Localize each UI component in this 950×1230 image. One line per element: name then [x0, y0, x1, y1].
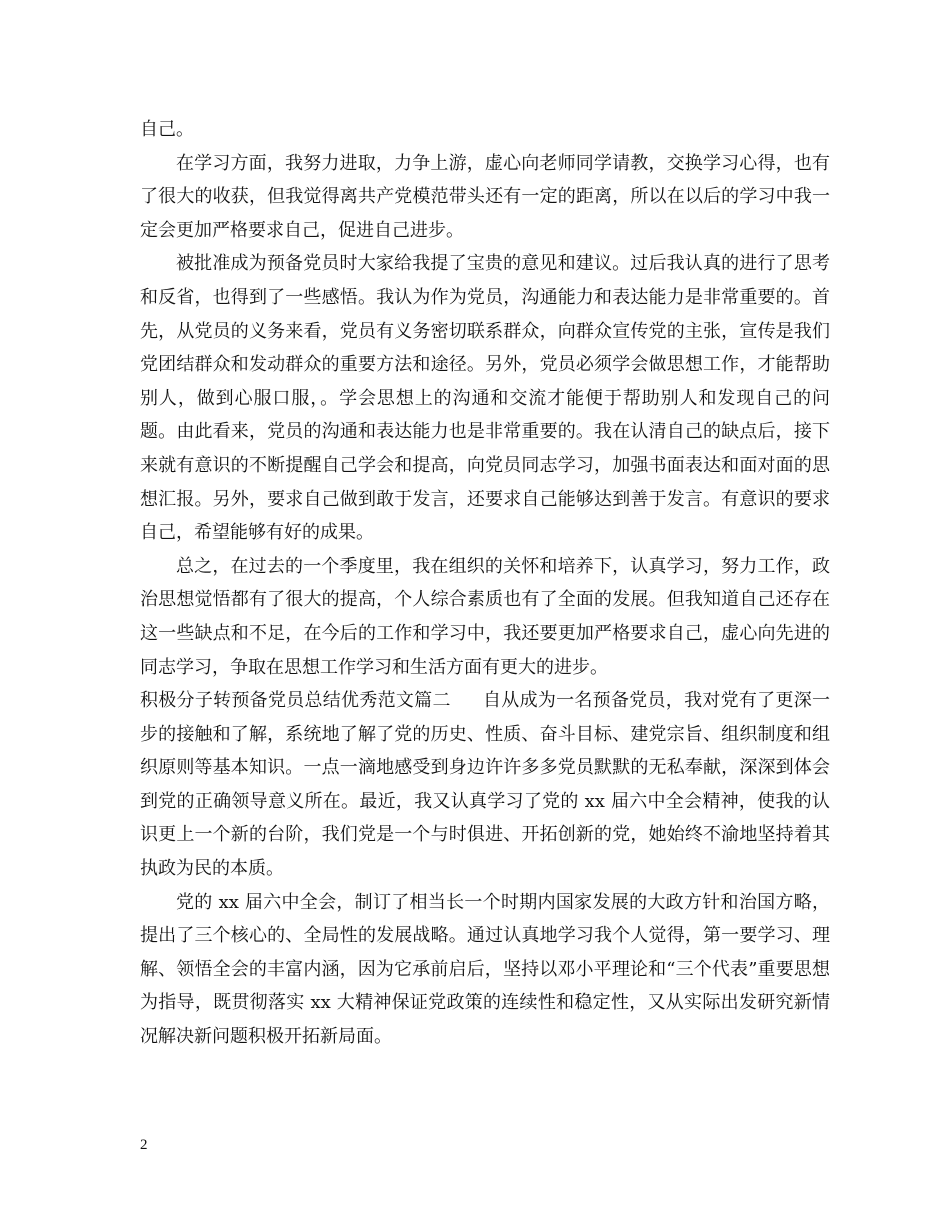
section-two-body: 自从成为一名预备党员，我对党有了更深一步的接触和了解，系统地了解了党的历史、性质、奋斗目标、建党宗旨、组织制度和组织原则等基本知识。一点一滴地感受到身边许许多多党员默默的无私奉献，深深到体会到党的正确领导意义所在。最近，我又认真学习了党的 xx 届六中全会精神，使我的认识更上一个新的台阶，我们党是一个与时俱进、开拓创新的党，她始终不渝地坚持着其执政为民的本质。: [140, 690, 831, 880]
paragraph-continuation: 自己。: [140, 119, 194, 140]
document-body: [140, 113, 830, 1054]
paragraph-communication: 被批准成为预备党员时大家给我提了宝贵的意见和建议。过后我认真的进行了思考和反省，也得到了一些感悟。我认为作为党员，沟通能力和表达能力是非常重要的。首先，从党员的义务来看，党员有义务密切联系群众，向群众宣传党的主张，宣传是我们党团结群众和发动群众的重要方法和途径。另外，党员必须学会做思想工作，才能帮助别人，做到心服口服，。学会思想上的沟通和交流才能便于帮助别人和发现自己的问题。由此看来，党员的沟通和表达能力也是非常重要的。我在认清自己的缺点后，接下来就有意识的不断提醒自己学会和提高，向党员同志学习，加强书面表达和面对面的思想汇报。另外，要求自己做到敢于发言，还要求自己能够达到善于发言。有意识的要求自己，希望能够有好的成果。: [140, 253, 830, 544]
paragraph-study: 在学习方面，我努力进取，力争上游，虚心向老师同学请教，交换学习心得，也有了很大的收获，但我觉得离共产党模范带头还有一定的距离，所以在以后的学习中我一定会更加严格要求自己，促进自己进步。: [140, 152, 830, 241]
page-number: 2: [140, 1137, 148, 1153]
paragraph-section-two: [140, 684, 830, 886]
paragraph-summary: 总之，在过去的一个季度里，我在组织的关怀和培养下，认真学习，努力工作，政治思想觉悟都有了很大的提高，个人综合素质也有了全面的发展。但我知道自己还存在这一些缺点和不足，在今后的工作和学习中，我还要更加严格要求自己，虚心向先进的同志学习，争取在思想工作学习和生活方面有更大的进步。: [140, 555, 830, 678]
section-heading: 积极分子转预备党员总结优秀范文篇二: [140, 690, 451, 712]
paragraph-plenum: 党的 xx 届六中全会，制订了相当长一个时期内国家发展的大政方针和治国方略，提出了三个核心的、全局性的发展战略。通过认真地学习我个人觉得，第一要学习、理解、领悟全会的丰富内涵，因为它承前启后，坚持以邓小平理论和“三个代表”重要思想为指导，既贯彻落实 xx 大精神保证党政策的连续性和稳定性，又从实际出发研究新情况解决新问题积极开拓新局面。: [140, 891, 830, 1048]
